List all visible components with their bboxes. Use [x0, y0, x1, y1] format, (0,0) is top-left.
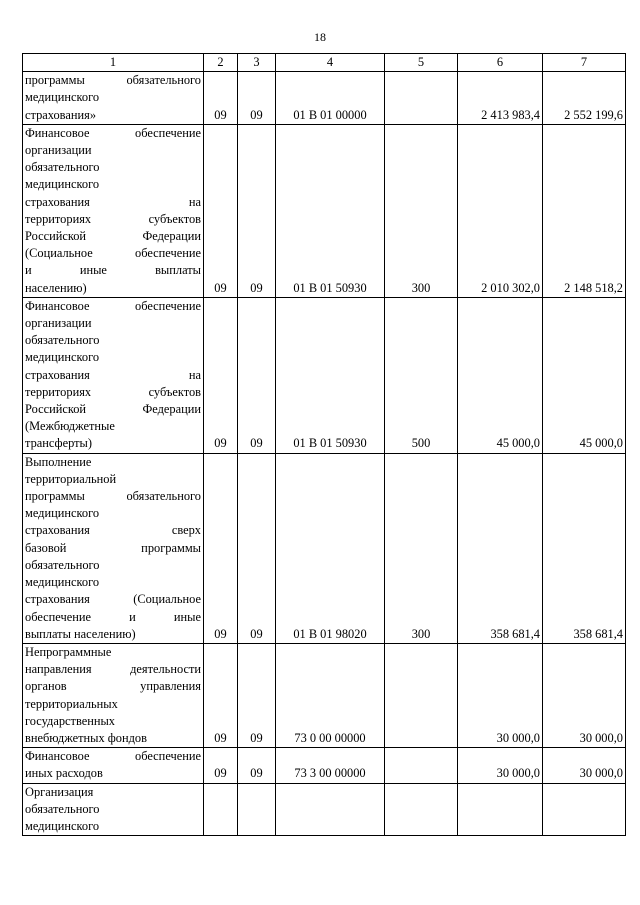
description-line: (Социальное обеспечение — [25, 246, 201, 261]
description-line: страхования сверх — [25, 523, 201, 538]
amount-year-2: 30 000,0 — [543, 643, 626, 747]
description-line: Выполнение — [25, 454, 92, 469]
description-line: выплаты населению) — [25, 626, 136, 641]
section-code: 09 — [204, 453, 238, 643]
section-code: 09 — [204, 297, 238, 453]
header-cell: 5 — [385, 54, 458, 72]
amount-year-1: 2 010 302,0 — [458, 124, 543, 297]
description-line: Непрограммные — [25, 644, 112, 659]
description-line: и иные выплаты — [25, 263, 201, 278]
description-line: территориальной — [25, 471, 117, 486]
description-line: трансферты) — [25, 436, 92, 451]
description-line: страхования на — [25, 194, 201, 209]
section-code: 09 — [204, 748, 238, 783]
description-line: обязательного — [25, 333, 100, 348]
target-article-code: 73 0 00 00000 — [276, 643, 385, 747]
amount-year-1: 45 000,0 — [458, 297, 543, 453]
description-line: обязательного — [25, 801, 100, 816]
section-code: 09 — [204, 643, 238, 747]
amount-year-2: 2 552 199,6 — [543, 72, 626, 125]
description-line: Российской Федерации — [25, 402, 201, 417]
amount-year-1: 2 413 983,4 — [458, 72, 543, 125]
table-row — [23, 783, 626, 836]
section-code: 09 — [204, 124, 238, 297]
description-line: программы обязательного — [25, 489, 201, 504]
amount-year-2: 358 681,4 — [543, 453, 626, 643]
description-line: Организация — [25, 784, 94, 799]
description-line: органов управления — [25, 679, 201, 694]
description-line: страхования (Социальное — [25, 592, 201, 607]
description-line: территориях субъектов — [25, 384, 201, 399]
table-row — [23, 124, 626, 297]
description-line: организации — [25, 143, 92, 158]
subsection-code: 09 — [238, 453, 276, 643]
table-row — [23, 72, 626, 125]
amount-year-2 — [543, 783, 626, 836]
subsection-code: 09 — [238, 297, 276, 453]
description-line: обязательного — [25, 557, 100, 572]
target-article-code: 01 В 01 50930 — [276, 297, 385, 453]
subsection-code: 09 — [238, 748, 276, 783]
subsection-code — [238, 783, 276, 836]
description-line: иных расходов — [25, 766, 103, 781]
description-line: Финансовое обеспечение — [25, 749, 201, 764]
description-line: организации — [25, 316, 92, 331]
row-description — [23, 643, 204, 747]
header-cell: 3 — [238, 54, 276, 72]
section-code: 09 — [204, 72, 238, 125]
section-code — [204, 783, 238, 836]
subsection-code: 09 — [238, 124, 276, 297]
description-line: Российской Федерации — [25, 229, 201, 244]
expense-type-code — [385, 748, 458, 783]
description-line: страхования» — [25, 107, 97, 122]
amount-year-1: 358 681,4 — [458, 453, 543, 643]
amount-year-2: 30 000,0 — [543, 748, 626, 783]
description-line: медицинского — [25, 177, 100, 192]
description-line: направления деятельности — [25, 662, 201, 677]
row-description — [23, 124, 204, 297]
description-line: Финансовое обеспечение — [25, 298, 201, 313]
row-description — [23, 453, 204, 643]
description-line: населению) — [25, 280, 87, 295]
header-cell: 4 — [276, 54, 385, 72]
expense-type-code: 300 — [385, 453, 458, 643]
budget-table — [22, 53, 626, 836]
description-line: (Межбюджетные — [25, 419, 115, 434]
target-article-code: 01 В 01 98020 — [276, 453, 385, 643]
page-number: 18 — [314, 30, 326, 44]
description-line: территориях субъектов — [25, 211, 201, 226]
description-line: обеспечение и иные — [25, 609, 201, 624]
description-line: медицинского — [25, 350, 100, 365]
description-line: программы обязательного — [25, 73, 201, 88]
subsection-code: 09 — [238, 72, 276, 125]
expense-type-code: 300 — [385, 124, 458, 297]
target-article-code: 73 3 00 00000 — [276, 748, 385, 783]
subsection-code: 09 — [238, 643, 276, 747]
header-cell: 6 — [458, 54, 543, 72]
header-cell: 7 — [543, 54, 626, 72]
description-line: медицинского — [25, 506, 100, 521]
header-cell: 2 — [204, 54, 238, 72]
amount-year-2: 45 000,0 — [543, 297, 626, 453]
expense-type-code — [385, 783, 458, 836]
description-line: территориальных — [25, 696, 118, 711]
description-line: государственных — [25, 713, 116, 728]
description-line: базовой программы — [25, 540, 201, 555]
expense-type-code: 500 — [385, 297, 458, 453]
amount-year-1 — [458, 783, 543, 836]
description-line: медицинского — [25, 575, 100, 590]
description-line: страхования на — [25, 367, 201, 382]
target-article-code: 01 В 01 00000 — [276, 72, 385, 125]
row-description — [23, 783, 204, 836]
description-line: внебюджетных фондов — [25, 730, 147, 745]
amount-year-2: 2 148 518,2 — [543, 124, 626, 297]
amount-year-1: 30 000,0 — [458, 643, 543, 747]
table-header-row — [23, 54, 626, 72]
description-line: медицинского — [25, 90, 100, 105]
table-row — [23, 453, 626, 643]
row-description — [23, 72, 204, 125]
header-cell: 1 — [23, 54, 204, 72]
description-line: медицинского — [25, 818, 100, 833]
expense-type-code — [385, 72, 458, 125]
table-row — [23, 643, 626, 747]
target-article-code — [276, 783, 385, 836]
description-line: обязательного — [25, 160, 100, 175]
expense-type-code — [385, 643, 458, 747]
description-line: Финансовое обеспечение — [25, 125, 201, 140]
amount-year-1: 30 000,0 — [458, 748, 543, 783]
target-article-code: 01 В 01 50930 — [276, 124, 385, 297]
row-description — [23, 297, 204, 453]
table-row — [23, 748, 626, 783]
row-description — [23, 748, 204, 783]
table-row — [23, 297, 626, 453]
